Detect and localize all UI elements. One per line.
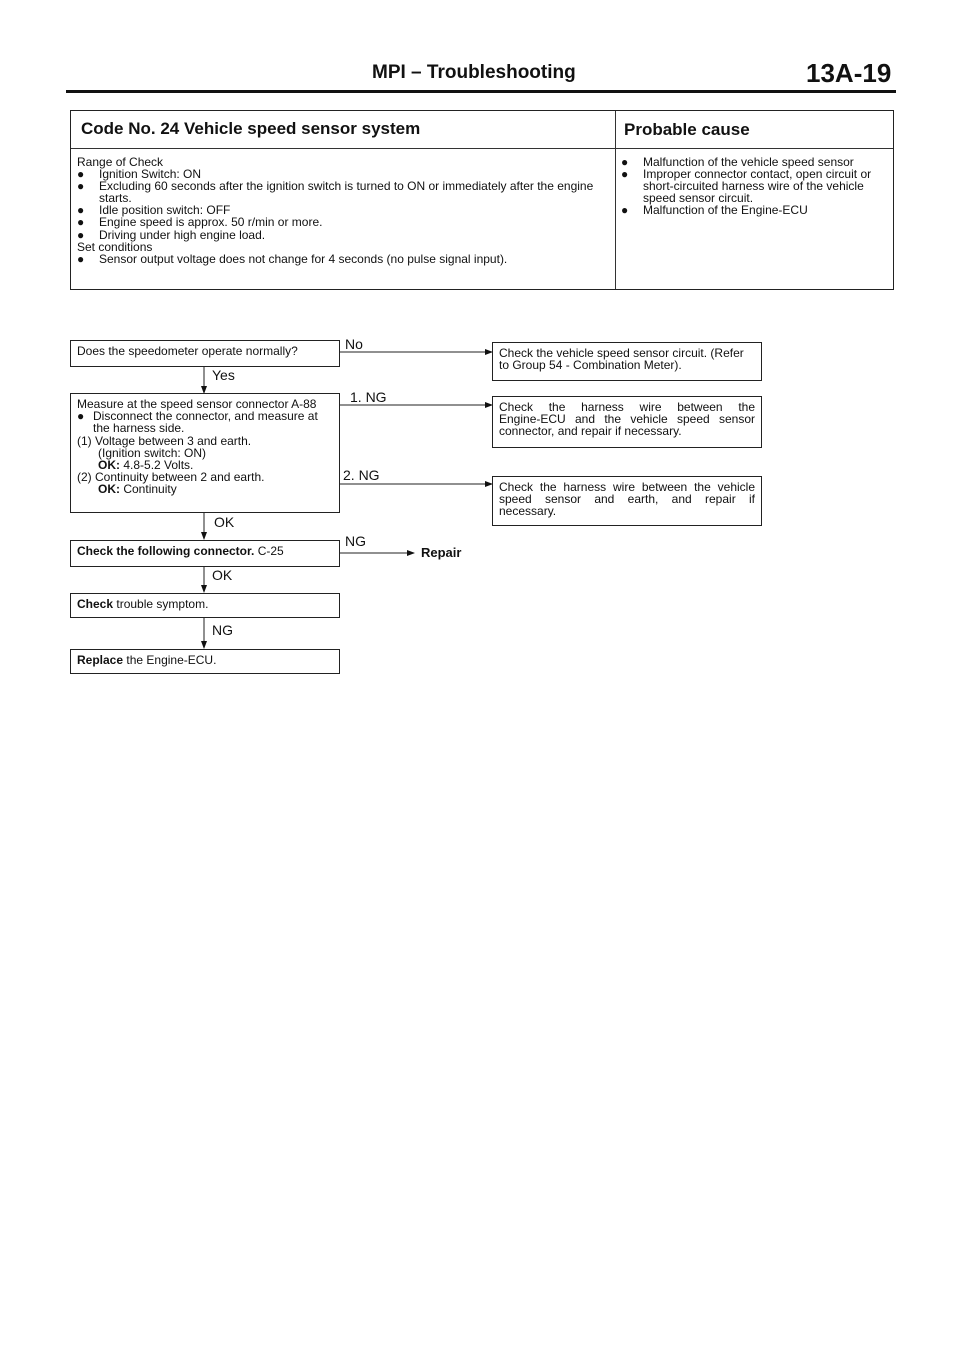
result-text: Check the harness wire between the vehicle — [499, 480, 755, 494]
range-item-continued: starts. — [99, 191, 132, 206]
ok-label: OK: — [98, 458, 120, 473]
ok-value: Continuity — [123, 482, 177, 497]
ng3-label: NG — [212, 622, 233, 638]
measure-title: Measure at the speed sensor connector A-88 — [77, 397, 317, 411]
measure-item-condition: (Ignition switch: ON) — [98, 445, 207, 460]
speedometer-question-text: Does the speedometer operate normally? — [77, 344, 298, 358]
probable-cause-heading: Probable cause — [624, 120, 750, 139]
measure-step: ● Disconnect the connector, and measure at — [77, 409, 318, 424]
ok-label: OK: — [98, 482, 120, 497]
speedometer-question-box — [70, 340, 340, 367]
cause-item: ● Improper connector contact, open circuit or — [621, 167, 872, 182]
set-condition-item: ● Sensor output voltage does not change for 4 seconds (no pulse signal input). — [77, 251, 508, 266]
result-text: connector, and repair if necessary. — [499, 424, 682, 439]
cause-item: ● Malfunction of the Engine-ECU — [621, 203, 808, 218]
symptom-verb: Check — [77, 597, 114, 611]
measure-item: (2) Continuity between 2 and earth. — [77, 470, 265, 485]
speed-sensor-circuit-check-box — [492, 342, 762, 381]
repair-label: Repair — [421, 545, 462, 560]
set-conditions-title: Set conditions — [77, 239, 153, 254]
replace-verb: Replace — [77, 653, 124, 667]
harness-earth-check-box — [492, 476, 762, 526]
range-item: ● Driving under high engine load. — [77, 227, 266, 242]
result-text: speed sensor and earth, and repair if — [499, 492, 755, 507]
result-text: necessary. — [499, 504, 557, 519]
cause-item-continued: speed sensor circuit. — [643, 191, 754, 206]
connector-check-box — [70, 540, 340, 567]
code-heading: Code No. 24 Vehicle speed sensor system — [81, 119, 421, 138]
ok2-label: OK — [212, 567, 233, 583]
page-section-title: MPI – Troubleshooting — [372, 62, 576, 83]
range-item: ● Excluding 60 seconds after the ignition switch is turned to ON or immediately after the engine — [77, 179, 594, 194]
measure-step-continued: the harness side. — [93, 421, 185, 436]
result-text: to Group 54 - Combination Meter). — [499, 358, 682, 373]
result-text: Check the harness wire between the — [499, 400, 755, 414]
range-of-check-title: Range of Check — [77, 155, 164, 169]
result-text: Check the vehicle speed sensor circuit. (Refer — [499, 346, 744, 360]
cause-item-continued: short-circuited harness wire of the vehicle — [643, 179, 864, 194]
cause-item: ● Malfunction of the vehicle speed sensor — [621, 155, 854, 169]
connector-check-text: Check the following connector. — [77, 544, 255, 558]
yes-label: Yes — [212, 367, 235, 383]
measure-item: (1) Voltage between 3 and earth. — [77, 433, 252, 448]
trouble-symptom-box — [70, 593, 340, 618]
connector-code: C-25 — [257, 544, 284, 558]
symptom-text: trouble symptom. — [116, 597, 209, 611]
no-label: No — [345, 336, 363, 352]
connector-ng-label: NG — [345, 533, 366, 549]
harness-ecu-check-box — [492, 396, 762, 448]
range-item: ● Engine speed is approx. 50 r/min or more. — [77, 215, 323, 230]
ng1-label: 1. NG — [350, 389, 387, 405]
page-number: 13A-19 — [806, 58, 892, 88]
ok-value: 4.8-5.2 Volts. — [123, 458, 194, 473]
replace-text: the Engine-ECU. — [126, 653, 217, 667]
ok1-label: OK — [214, 514, 235, 530]
result-text: Engine-ECU and the vehicle speed sensor — [499, 412, 755, 427]
range-item: ● Idle position switch: OFF — [77, 203, 231, 218]
measure-connector-box — [70, 393, 340, 513]
ng2-label: 2. NG — [343, 467, 380, 483]
replace-ecu-box — [70, 649, 340, 674]
range-item: ● Ignition Switch: ON — [77, 167, 202, 182]
